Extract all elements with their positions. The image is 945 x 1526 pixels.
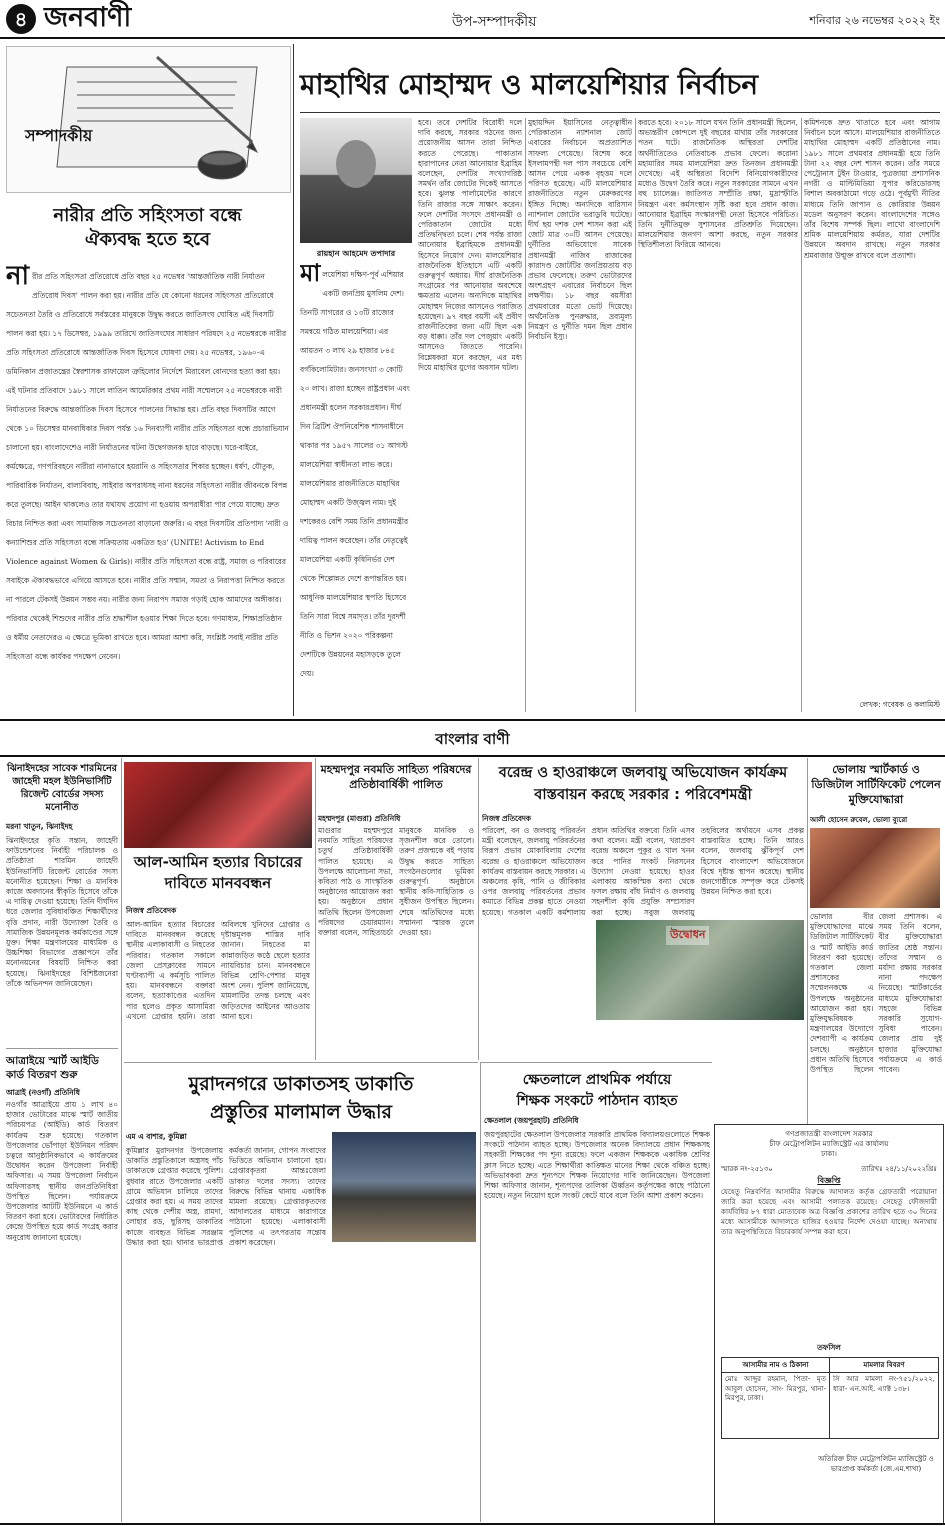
story3-headline: আল-আমিন হত্যার বিচারের দাবিতে মানববন্ধন <box>133 853 303 892</box>
story6-headline: ভোলায় স্মার্টকার্ড ও ডিজিটাল সার্টিফিকেট পেলেন মুক্তিযোদ্ধারা <box>811 763 941 806</box>
editorial-illustration <box>6 46 291 193</box>
notice-memo-no: স্মারক নং-২৫১৩০ <box>721 1165 773 1173</box>
opinion-col1-text: লয়েশিয়া দক্ষিণ-পূর্ব এশিয়ার একটি জনপ্রিয় মুসলিম দেশ। তিনটি সাগরের ও ১৩টি রাজ্যের সমন্বয়ে গঠিত মালয়েশিয়া। এর আয়তন ৩ লাখ ২৯ হাজার ৮৪৫ বর্গকিলোমিটার। জনসংখ্যা ৩ কোটি ২০ লাখ। রাজা হচ্ছেন রাষ্ট্রপ্রধান এবং প্রধানমন্ত্রী হলেন সরকারপ্রধান। দীর্ঘ দিন ব্রিটিশ ঔপনিবেশিক শাসনাধীনে থাকার পর ১৯৫৭ সালের ৩১ আগস্ট মালয়েশিয়া স্বাধীনতা লাভ করে। মালয়েশিয়ার রাজনীতিতে মাহাথির মোহাম্মদ একটি উজ্জ্বল নাম। দুই দশকেরও বেশি সময় তিনি প্রধানমন্ত্রীর দায়িত্ব পালন করেছেন। তাঁর নেতৃত্বেই মালয়েশিয়া একটি কৃষিনির্ভর দেশ থেকে শিল্পোন্নত দেশে রূপান্তরিত হয়। আধুনিক মালয়েশিয়ার স্থপতি হিসেবে তিনি সারা বিশ্বে সমাদৃত। তাঁর দূরদর্শী নীতি ও ভিশন ২০২০ পরিকল্পনা দেশটিকে উন্নয়নের মহাসড়কে তুলে দেয়। <box>300 270 410 678</box>
story8-headline-line1: ক্ষেতলালে প্রাথমিক পর্যায়ে <box>522 1072 672 1088</box>
notice-table-head-a: আসামীর নাম ও ঠিকানা <box>722 1358 830 1373</box>
story5-photo-banner: উদ্বোধন <box>666 926 709 945</box>
story7-headline-line2: প্রস্তুতির মালামাল উদ্ধার <box>210 1101 392 1123</box>
notice-table-cell-b: সি আর মামলা নং-৭৫১/২০২২, ধারা- এন.আই. এ্যাক্ট ১৩৮। <box>833 1375 935 1393</box>
story1-byline: মরনা খাতুন, ঝিনাইদহ <box>6 822 73 831</box>
opinion-col1 <box>300 262 412 712</box>
notice-header-line2: চীফ মেট্রোপলিটন ম্যাজিস্ট্রেট এর কার্যালয় <box>769 1139 889 1148</box>
author-photo <box>300 118 412 243</box>
section-label: উপ-সম্পাদকীয় <box>452 14 537 30</box>
notice-table-head-b: মামলার বিবরণ <box>830 1358 938 1373</box>
editorial-drop-cap: না <box>6 264 30 291</box>
story8-byline: ক্ষেতলাল (জয়পুরহাট) প্রতিনিধি <box>484 1116 579 1125</box>
editorial-body-wrap <box>6 264 289 714</box>
rally-photo <box>124 762 312 848</box>
story7-photo <box>332 1132 476 1242</box>
story6-photo <box>810 828 940 908</box>
story5-byline: নিজস্ব প্রতিবেদক <box>482 814 531 823</box>
legal-notice <box>714 1124 944 1524</box>
notice-header-line3: ঢাকা। <box>821 1149 837 1158</box>
opinion-footer: লেখক: গবেষক ও কলামিস্ট <box>859 700 940 709</box>
notice-memo-date: তারিখঃ ২৪/১১/২০২২খ্রিঃ <box>861 1165 937 1173</box>
notice-table-cell-a: মোঃ আব্দুর রহমান, পিতা- মৃত আবুল হোসেন, সাং- মিরপুর, থানা- মিরপুর, ঢাকা। <box>725 1375 826 1402</box>
opinion-col2: হবে। তবে দেশটির বিরোধী দলে দাবি করছে, সরকার গঠনের জন্য প্রয়োজনীয় আসন তারা নিশ্চিত করতে পেরেছে। পাকাতান হারাপানের নেতা আনোয়ার ইব্রাহিম বলেছেন, দেশটির সংখ্যাগরিষ্ঠ সমর্থন তাঁর জোটের দিকেই আসতে হবে। ঝুলন্ত পার্লামেন্টের কারণে তিনি রাজার সঙ্গে সাক্ষাৎ করেন। ফলে দেশটির সংসদে প্রধানমন্ত্রী ও পেরিকাতান জোটের মধ্যে প্রতিদ্বন্দ্বিতা চলে। শেষ পর্যন্ত রাজা আনোয়ার ইব্রাহিমকে প্রধানমন্ত্রী হিসেবে নিয়োগ দেন। মালয়েশিয়ার রাজনৈতিক ইতিহাসে এটি একটি গুরুত্বপূর্ণ অধ্যায়। দীর্ঘ রাজনৈতিক সংগ্রামের পর আনোয়ার অবশেষে ক্ষমতায় এলেন। অন্যদিকে মাহাথির মোহাম্মদ নিজের আসনেও পরাজিত হয়েছেন। ৯৭ বছর বয়সী এই প্রবীণ রাজনীতিকের জন্য এটি ছিল এক বড় ধাক্কা। তাঁর দল পেজুয়াং একটি আসনেও জিততে পারেনি। বিশ্লেষকরা মনে করছেন, এর মধ্য দিয়ে মাহাথির যুগের অবসান ঘটল। <box>418 118 522 372</box>
masthead <box>0 0 945 38</box>
story1-headline: ঝিনাইদহের সাবেক শারমিনের জাহেদী মহল ইউনিভার্সিটি রিজেন্ট বোর্ডের সদস্য মনোনীত <box>6 763 117 813</box>
notice-body: যেহেতু নিম্নবর্ণিত আসামীর বিরুদ্ধে আদালত কর্তৃক গ্রেফতারী পরোয়ানা জারি করা হয়েছে এবং আসামী পলাতক রয়েছে। সেহেতু ফৌজদারী কার্যবিধির ৮৭ ধারা মোতাবেক অত্র বিজ্ঞপ্তি প্রকাশের তারিখ হতে ৩০ দিনের মধ্যে আসামীকে আদালতে হাজির হওয়ার নির্দেশ দেওয়া যাচ্ছে। অন্যথায় তার অনুপস্থিতিতে বিচারকার্য সম্পন্ন করা হবে। <box>721 1187 937 1236</box>
story2-byline: আত্রাই (নওগাঁ) প্রতিনিধি <box>6 1088 80 1097</box>
story7-headline <box>124 1070 478 1126</box>
story8-headline-line2: শিক্ষক সংকটে পাঠদান ব্যাহত <box>516 1093 678 1109</box>
story2-body: নওগাঁর আত্রাইয়ে প্রায় ১ লাখ ৪০ হাজার ভোটারের মাঝে স্মার্ট জাতীয় পরিচয়পত্র (আইডি) কার্ড বিতরণ কার্যক্রম শুরু হয়েছে। গতকাল উপজেলার ভোঁপাড়া ইউনিয়ন পরিষদ চত্বরে আনুষ্ঠানিকভাবে এ কার্যক্রমের উদ্বোধন করেন উপজেলা নির্বাহী অফিসার। এ সময় উপজেলা নির্বাচন অফিসারসহ স্থানীয় জনপ্রতিনিধিরা উপস্থিত ছিলেন। পর্যায়ক্রমে উপজেলার আটটি ইউনিয়নে এ কার্ড বিতরণ করা হবে। ভোটারদের নির্ধারিত কেন্দ্রে উপস্থিত হয়ে কার্ড সংগ্রহ করার অনুরোধ জানানো হয়েছে। <box>6 1100 118 1242</box>
story7-body: কুমিল্লার মুরাদনগর উপজেলায় ডাকাতি প্রস্তুতিকালে অস্ত্রসহ পাঁচ ডাকাতকে গ্রেপ্তার করেছে পুলিশ। বুধবার রাতে উপজেলার একটি গ্রামে অভিযান চালিয়ে তাদের গ্রেপ্তার করা হয়। এ সময় তাদের কাছ থেকে দেশীয় অস্ত্র, রামদা, লোহার রড, ছুরিসহ ডাকাতির কাজে ব্যবহৃত বিভিন্ন সরঞ্জাম উদ্ধার করা হয়। থানার ভারপ্রাপ্ত কর্মকর্তা জানান, গোপন সংবাদের ভিত্তিতে অভিযান চালানো হয়। গ্রেপ্তারকৃতরা আন্তঃজেলা ডাকাত দলের সদস্য। তাদের বিরুদ্ধে বিভিন্ন থানায় একাধিক মামলা রয়েছে। গ্রেপ্তারকৃতদের আদালতের মাধ্যমে কারাগারে পাঠানো হয়েছে। এলাকাবাসী পুলিশের এ তৎপরতায় সন্তোষ প্রকাশ করেছেন। <box>126 1146 326 1247</box>
notice-title: বিজ্ঞপ্তি <box>817 1176 841 1185</box>
story3-body: আল-আমিন হত্যার বিচারের দাবিতে মানববন্ধন করেছে স্থানীয় এলাকাবাসী ও নিহতের পরিবার। গতকাল সকালে জেলা প্রেসক্লাবের সামনে ঘণ্টাব্যাপী এ কর্মসূচি পালিত হয়। মানববন্ধনে বক্তারা বলেন, হত্যাকাণ্ডের এতদিন পার হলেও প্রকৃত আসামিরা এখনো গ্রেপ্তার হয়নি। তারা অবিলম্বে খুনিদের গ্রেপ্তার ও দৃষ্টান্তমূলক শাস্তির দাবি জানান। নিহতের মা কান্নাজড়িত কণ্ঠে ছেলে হত্যার ন্যায়বিচার চান। মানববন্ধনে বিভিন্ন শ্রেণি-পেশার মানুষ অংশ নেন। পুলিশ জানিয়েছে, মামলাটির তদন্ত চলছে এবং জড়িতদের আইনের আওতায় আনা হবে। <box>126 920 310 1021</box>
story7-byline: এম এ বাশার, কুমিল্লা <box>126 1132 187 1141</box>
editorial-headline <box>6 204 289 252</box>
editorial-body: রীর প্রতি সহিংসতা প্রতিরোধে প্রতি বছর ২৫ নভেম্বর 'আন্তর্জাতিক নারী নির্যাতন প্রতিরোধ দিবস' পালন করা হয়। নারীর প্রতি যে কোনো ধরনের সহিংসতা প্রতিরোধে সচেতনতা তৈরি ও প্রতিরোধে সর্বস্তরের মানুষকে উদ্বুদ্ধ করতে জাতিসংঘ ঘোষিত এই দিবসটি পালন করা হয়। ১৭ ডিসেম্বর, ১৯৯৯ তারিখে জাতিসংঘের সাধারণ পরিষদে ২৫ নভেম্বরকে নারীর প্রতি সহিংসতা প্রতিরোধে আন্তর্জাতিক দিবস হিসেবে ঘোষণা দেয়। ২৫ নভেম্বর, ১৯৬০-এ ডমিনিকান প্রজাতন্ত্রের স্বৈরশাসক রাফায়েল ত্রুহিলোর নির্দেশে মিরাবেল বোনদের হত্যা করা হয়। এই ঘটনার প্রতিবাদে ১৯৮১ সালে লাতিন আমেরিকার প্রথম নারী সম্মেলনে ২৫ নভেম্বরকে নারী নির্যাতনের বিরুদ্ধে আন্তর্জাতিক দিবস হিসেবে পালনের সিদ্ধান্ত হয়। প্রতি বছর দিবসটির আগে থেকে ১০ ডিসেম্বর মানবাধিকার দিবস পর্যন্ত ১৬ দিনব্যাপী নারীর প্রতি সহিংসতা বন্ধে প্রচারাভিযান চালানো হয়। বাংলাদেশেও নারী নির্যাতনের ঘটনা উদ্বেগজনক হারে বাড়ছে। ঘরে-বাইরে, কর্মক্ষেত্রে, গণপরিবহনে নারীরা নানাভাবে হয়রানি ও সহিংসতার শিকার হচ্ছেন। ধর্ষণ, যৌতুক, পারিবারিক নির্যাতন, বাল্যবিবাহ, সাইবার অপরাধসহ নানা ধরনের সহিংসতা নারীর জীবনকে বিপন্ন করে তুলছে। আইন থাকলেও তার যথাযথ প্রয়োগ না হওয়ায় অপরাধীরা পার পেয়ে যাচ্ছে। দ্রুত বিচার নিশ্চিত করা এবং সামাজিক সচেতনতা বাড়ানো জরুরি। এ বছর দিবসটির প্রতিপাদ্য 'নারী ও কন্যাশিশুর প্রতি সহিংসতা বন্ধে সক্রিয়তায় একত্রিত হও' (UNITE! Activism to End Violence against Women & Girls)। নারীর প্রতি সহিংসতা বন্ধে রাষ্ট্র, সমাজ ও পরিবারের সবাইকে ঐক্যবদ্ধভাবে এগিয়ে আসতে হবে। নারীর প্রতি সম্মান, সমতা ও নিরাপত্তা নিশ্চিত করতে না পারলে টেকসই উন্নয়ন সম্ভব নয়। নারীর জন্য নিরাপদ সমাজ গড়াই হোক আমাদের অঙ্গীকার। পরিবার থেকেই শিশুদের নারীর প্রতি শ্রদ্ধাশীল হওয়ার শিক্ষা দিতে হবে। গণমাধ্যম, শিক্ষাপ্রতিষ্ঠান ও ধর্মীয় নেতাদেরও এ ক্ষেত্রে ভূমিকা রাখতে হবে। আমরা আশা করি, সংশ্লিষ্ট সবাই নারীর প্রতি সহিংসতা বন্ধে কার্যকর পদক্ষেপ নেবেন। <box>6 272 289 661</box>
opinion-headline: মাহাথির মোহাম্মদ ও মালয়েশিয়ার নির্বাচন <box>300 68 759 101</box>
story5-photo <box>596 920 804 1020</box>
opinion-author: রায়হান আহমেদ তপাদার <box>316 249 396 258</box>
section-title-banglar-bani: বাংলার বাণী <box>435 730 510 748</box>
page-number-badge: ৪ <box>6 4 36 34</box>
story8-headline <box>484 1070 710 1112</box>
story2-headline: আত্রাইয়ে স্মার্ট আইডি কার্ড বিতরণ শুরু <box>6 1055 99 1081</box>
notice-header-line1: গণপ্রজাতন্ত্রী বাংলাদেশ সরকার <box>785 1129 873 1138</box>
issue-date: শনিবার ২৬ নভেম্বর ২০২২ ইং <box>809 14 940 27</box>
editorial-headline-line2: ঐক্যবদ্ধ হতে হবে <box>85 229 210 250</box>
notice-signature: অতিরিক্ত চীফ মেট্রোপলিটন ম্যাজিস্ট্রেট ও ভারপ্রাপ্ত কর্মকর্তা (জে.এম.শাখা) <box>818 1455 934 1473</box>
story5-headline <box>482 762 804 806</box>
opinion-col5: কমিশনকে দ্রুত খাতাতে হবে এবং আগাম নির্বাচন চলে আসে। মালয়েশিয়ার রাজনীতিতে মাহাথির মোহাম্মদ একটি প্রতিষ্ঠানের নাম। ১৯৮১ সালে প্রথমবার প্রধানমন্ত্রী হয়ে তিনি টানা ২২ বছর দেশ শাসন করেন। তাঁর সময়ে পেট্রোনাস টুইন টাওয়ার, পুত্রজায়া প্রশাসনিক নগরী ও মাল্টিমিডিয়া সুপার করিডোরসহ বিশাল অবকাঠামো গড়ে ওঠে। পূর্বমুখী নীতির মাধ্যমে তিনি জাপান ও কোরিয়ার উন্নয়ন মডেল অনুসরণ করেন। বাংলাদেশের সঙ্গেও তাঁর বিশেষ সম্পর্ক ছিল। লাখো বাংলাদেশি শ্রমিক মালয়েশিয়ায় কর্মরত, যারা দেশটির উন্নয়নে অবদান রাখছে। নতুন সরকার শ্রমবাজার উন্মুক্ত রাখবে বলে প্রত্যাশা। <box>804 118 940 260</box>
story7-headline-line1: মুরাদনগরে ডাকাতসহ ডাকাতি <box>188 1073 414 1095</box>
story6-byline: আলী হোসেন রুবেল, ভোলা ব্যুরো <box>810 816 908 824</box>
notice-schedule-label: তফসিল <box>817 1343 841 1352</box>
story4-byline: মহম্মদপুর (মাগুরা) প্রতিনিধি <box>318 814 401 823</box>
story6-body: ভোলার বীর মুক্তিযোদ্ধাদের মাঝে ডিজিটাল সার্টিফিকেট ও স্মার্ট আইডি কার্ড বিতরণ করা হয়েছে। গতকাল জেলা প্রশাসকের সম্মেলনকক্ষে এ উপলক্ষে অনুষ্ঠানের আয়োজন করা হয়। মুক্তিযুদ্ধবিষয়ক মন্ত্রণালয়ের উদ্যোগে দেশব্যাপী এ কার্যক্রম চলছে। অনুষ্ঠানে প্রধান অতিথি হিসেবে উপস্থিত ছিলেন জেলা প্রশাসক। এ সময় তিনি বলেন, বীর মুক্তিযোদ্ধারা জাতির শ্রেষ্ঠ সন্তান। তাঁদের সম্মান ও মর্যাদা রক্ষায় সরকার নানা পদক্ষেপ নিয়েছে। স্মার্টকার্ডের মাধ্যমে মুক্তিযোদ্ধারা সহজে বিভিন্ন সরকারি সুযোগ-সুবিধা পাবেন। জেলার প্রায় দুই হাজার মুক্তিযোদ্ধা পর্যায়ক্রমে এ কার্ড পাবেন। <box>810 912 942 1075</box>
story5-headline-line2: বাস্তবায়ন করছে সরকার : পরিবেশমন্ত্রী <box>534 787 752 803</box>
editorial-label: সম্পাদকীয় <box>25 126 93 145</box>
opinion-col4: করতে হবে। ২০১৮ সালে যখন তিনি প্রধানমন্ত্রী ছিলেন, অভ্যন্তরীণ কোন্দলে দুই বছরের মাথায় তাঁর সরকারের পতন ঘটে। রাজনৈতিক অস্থিরতা দেশটির অর্থনীতিতেও নেতিবাচক প্রভাব ফেলে। করোনা মহামারির সময় মালয়েশিয়া দ্রুত তিনজন প্রধানমন্ত্রী দেখেছে। এই অস্থিরতা বিদেশি বিনিয়োগকারীদের মধ্যেও উদ্বেগ তৈরি করে। নতুন সরকারের সামনে এখন বহু চ্যালেঞ্জ। জাতিগত সম্প্রীতি রক্ষা, মুদ্রাস্ফীতি নিয়ন্ত্রণ এবং কর্মসংস্থান সৃষ্টি করা হবে প্রধান কাজ। আনোয়ার ইব্রাহিম সংস্কারপন্থী নেতা হিসেবে পরিচিত। তিনি দুর্নীতিমুক্ত সুশাসনের প্রতিশ্রুতি দিয়েছেন। মালয়েশিয়ার জনগণ আশা করছে, নতুন সরকার স্থিতিশীলতা ফিরিয়ে আনবে। <box>638 118 798 250</box>
story5-headline-line1: বরেন্দ্র ও হাওরাঞ্চলে জলবায়ু অভিযোজন কার্যক্রম <box>498 765 788 781</box>
editorial-headline-line1: নারীর প্রতি সহিংসতা বন্ধে <box>53 205 242 226</box>
story5-body: পরিবেশ, বন ও জলবায়ু পরিবর্তন মন্ত্রী বলেছেন, জলবায়ু পরিবর্তনের বিরূপ প্রভাব মোকাবিলায় দেশের বরেন্দ্র ও হাওরাঞ্চলে অভিযোজন কার্যক্রম বাস্তবায়ন করছে সরকার। এ অঞ্চলের কৃষি, পানি ও জীবিকার ওপর জলবায়ু পরিবর্তনের প্রভাব কমাতে বিভিন্ন প্রকল্প হাতে নেওয়া হয়েছে। গতকাল একটি কর্মশালায় প্রধান অতিথির বক্তব্যে তিনি এসব কথা বলেন। মন্ত্রী বলেন, খরাপ্রবণ বরেন্দ্র অঞ্চলে পুকুর ও খাল খনন করে পানির সংকট নিরসনের উদ্যোগ নেওয়া হয়েছে। হাওর এলাকায় আকস্মিক বন্যা থেকে ফসল রক্ষায় বাঁধ নির্মাণ ও জলবায়ু সহনশীল কৃষি প্রযুক্তি সম্প্রসারণ করা হচ্ছে। সবুজ জলবায়ু তহবিলের অর্থায়নে এসব প্রকল্প বাস্তবায়িত হচ্ছে। তিনি আরও বলেন, জলবায়ু ঝুঁকিপূর্ণ দেশ হিসেবে বাংলাদেশ অভিযোজনে বিশ্বে দৃষ্টান্ত স্থাপন করেছে। স্থানীয় জনগোষ্ঠীকে সম্পৃক্ত করে টেকসই উন্নয়ন নিশ্চিত করা হবে। <box>482 826 804 917</box>
story1-body: ঝিনাইদহের কৃতি সন্তান, জাহেদী ফাউন্ডেশনের নির্বাহী পরিচালক ও প্রতিষ্ঠাতা শারমিন জাহেদী ইউনিভার্সিটি রিজেন্ট বোর্ডের সদস্য মনোনীত হয়েছেন। শিক্ষা ও মানবিক কাজে অবদানের স্বীকৃতি হিসেবে তাঁকে এ দায়িত্ব দেওয়া হয়েছে। তিনি দীর্ঘদিন ধরে জেলার সুবিধাবঞ্চিত শিক্ষার্থীদের বৃত্তি প্রদান, নারী উদ্যোক্তা তৈরি ও সামাজিক উন্নয়নমূলক কর্মকাণ্ডের সঙ্গে যুক্ত। শিক্ষা মন্ত্রণালয়ের মাধ্যমিক ও উচ্চশিক্ষা বিভাগের প্রজ্ঞাপনে তাঁর মনোনয়নের বিষয়টি নিশ্চিত করা হয়েছে। ঝিনাইদহের বিশিষ্টজনেরা তাঁকে অভিনন্দন জানিয়েছেন। <box>6 836 118 988</box>
opinion-drop-cap: মা <box>300 262 321 287</box>
story3-byline: নিজস্ব প্রতিবেদক <box>126 906 177 915</box>
masthead-logo: জনবাণী <box>44 2 132 33</box>
story4-headline: মহম্মদপুর নবমতি সাহিত্য পরিষদের প্রতিষ্ঠাবার্ষিকী পালিত <box>320 763 472 791</box>
opinion-col3: মুহায়দ্দিন ইয়াসিনের নেতৃত্বাধীন পেরিকাতান ন্যাশনাল জোট এবারের নির্বাচনে অপ্রত্যাশিত সাফল্য পেয়েছে। বিশেষ করে ইসলামপন্থী দল পাস সবচেয়ে বেশি আসন পেয়ে একক বৃহত্তম দলে পরিণত হয়েছে। এটি মালয়েশিয়ার রাজনীতিতে নতুন মেরুকরণের ইঙ্গিত দিচ্ছে। অন্যদিকে বারিসান ন্যাশনাল জোটের ভরাডুবি ঘটেছে। দীর্ঘ ছয় দশক দেশ শাসন করা এই জোট মাত্র ৩০টি আসন পেয়েছে। দুর্নীতির অভিযোগে সাবেক প্রধানমন্ত্রী নাজিব রাজাকের কারাদণ্ড জোটটির জনপ্রিয়তায় বড় প্রভাব ফেলেছে। তরুণ ভোটারদের অংশগ্রহণ এবারের নির্বাচনে ছিল লক্ষণীয়। ১৮ বছর বয়সীরা প্রথমবারের মতো ভোট দিয়েছে। অর্থনৈতিক পুনরুদ্ধার, দ্রব্যমূল্য নিয়ন্ত্রণ ও দুর্নীতি দমন ছিল প্রধান নির্বাচনি ইস্যু। <box>528 118 632 342</box>
story8-body: জয়পুরহাটের ক্ষেতলাল উপজেলার সরকারি প্রাথমিক বিদ্যালয়গুলোতে শিক্ষক সংকটে পাঠদান ব্যাহত হচ্ছে। উপজেলার অনেক বিদ্যালয়ে প্রধান শিক্ষকসহ সহকারী শিক্ষকের পদ শূন্য রয়েছে। ফলে একজন শিক্ষককে একাধিক শ্রেণির ক্লাস নিতে হচ্ছে। এতে শিক্ষার্থীরা কাঙ্ক্ষিত মানের শিক্ষা থেকে বঞ্চিত হচ্ছে। অভিভাবকরা দ্রুত শূন্যপদে শিক্ষক নিয়োগের দাবি জানিয়েছেন। উপজেলা শিক্ষা অফিসার জানান, শূন্যপদের তালিকা ঊর্ধ্বতন কর্তৃপক্ষের কাছে পাঠানো হয়েছে। নতুন নিয়োগ হলে সংকট কেটে যাবে বলে তিনি আশা প্রকাশ করেন। <box>484 1130 710 1201</box>
notice-table <box>721 1357 939 1439</box>
story4-body: মাগুরার মহম্মদপুরে নবমতি সাহিত্য পরিষদের চতুর্থ প্রতিষ্ঠাবার্ষিকী পালিত হয়েছে। এ উপলক্ষে আলোচনা সভা, কবিতা পাঠ ও সাংস্কৃতিক অনুষ্ঠানের আয়োজন করা হয়। অনুষ্ঠানে প্রধান অতিথি ছিলেন উপজেলা পরিষদের চেয়ারম্যান। বক্তারা বলেন, সাহিত্যচর্চা মানুষকে মানবিক ও সৃজনশীল করে তোলে। তরুণ প্রজন্মকে বই পড়ায় উদ্বুদ্ধ করতে সাহিত্য সংগঠনগুলোর ভূমিকা গুরুত্বপূর্ণ। অনুষ্ঠানে স্থানীয় কবি-সাহিত্যিক ও সুধীজন উপস্থিত ছিলেন। শেষে অতিথিদের মধ্যে সম্মাননা স্মারক তুলে দেওয়া হয়। <box>318 826 474 938</box>
